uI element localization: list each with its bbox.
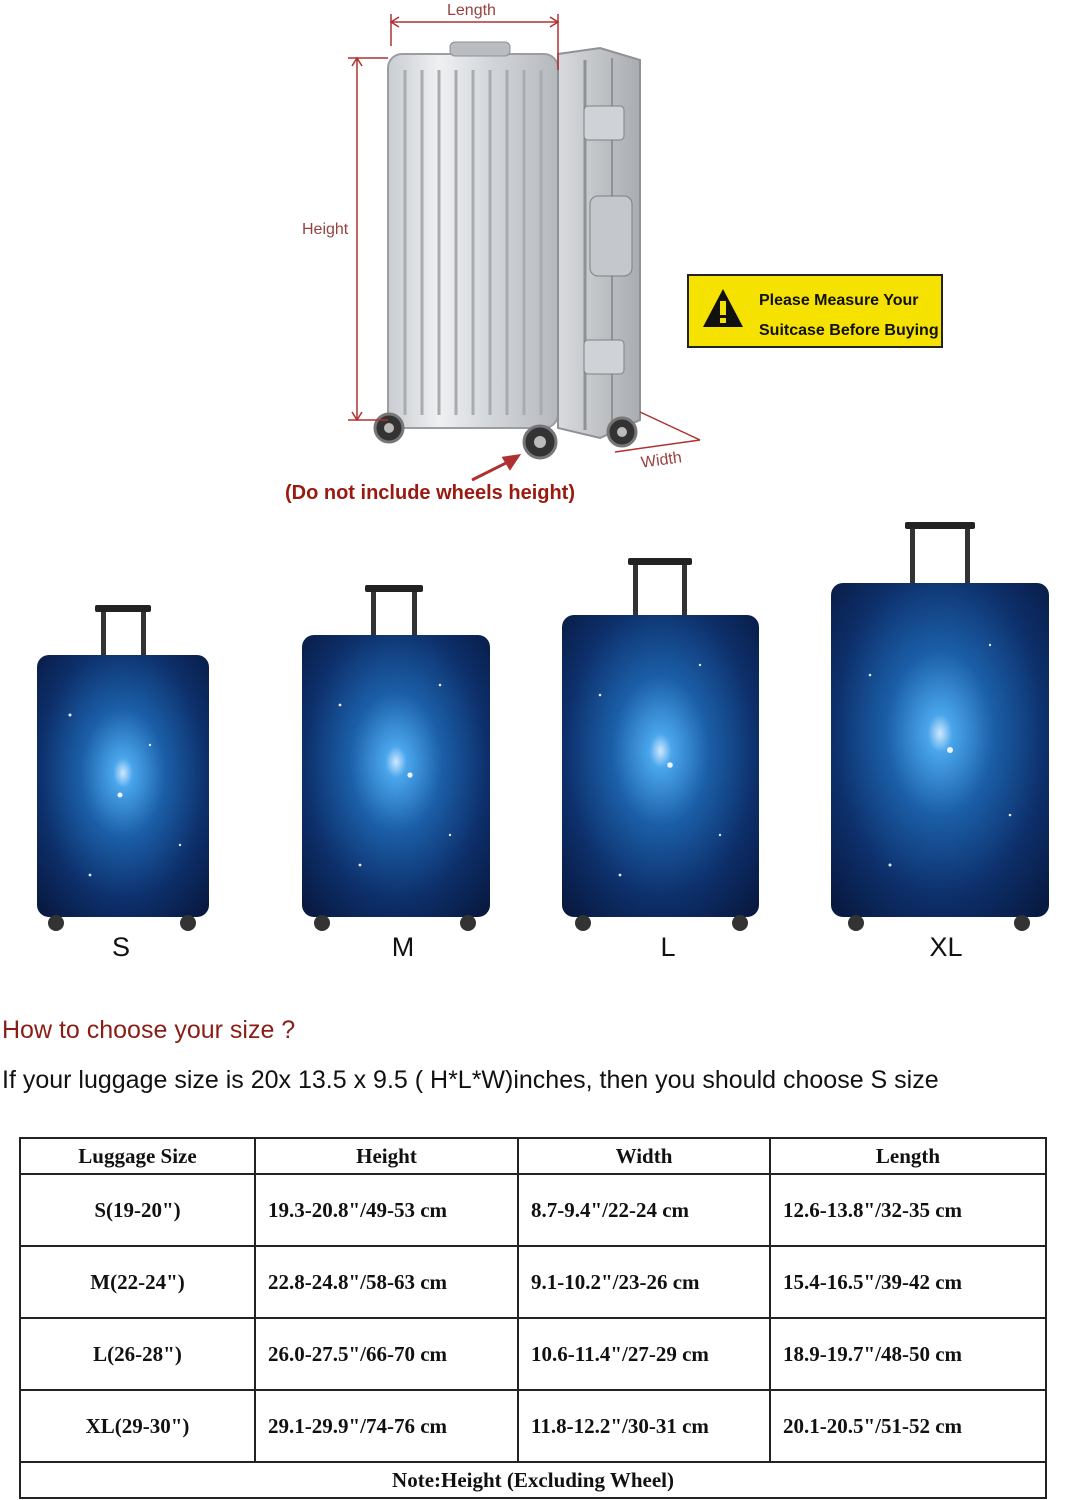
header-luggage-size: Luggage Size [20, 1138, 255, 1174]
cell-height: 26.0-27.5"/66-70 cm [255, 1318, 518, 1390]
height-arrow [348, 58, 388, 420]
cell-length: 18.9-19.7"/48-50 cm [770, 1318, 1046, 1390]
warning-text [759, 286, 939, 346]
size-guide-heading: How to choose your size ? [2, 1016, 296, 1044]
table-row [20, 1390, 1046, 1462]
size-label-xl: XL [929, 932, 963, 962]
warning-triangle-icon [701, 286, 745, 330]
cell-length: 12.6-13.8"/32-35 cm [770, 1174, 1046, 1246]
width-label: Width [639, 449, 683, 472]
measure-warning-box [687, 274, 943, 348]
cell-length: 15.4-16.5"/39-42 cm [770, 1246, 1046, 1318]
cell-size: S(19-20") [20, 1174, 255, 1246]
size-guide-example: If your luggage size is 20x 13.5 x 9.5 ( H*L*W)inches, then you should choose S size [2, 1066, 939, 1094]
warning-line-1: Please Measure Your [759, 292, 919, 309]
cover-xl [831, 522, 1049, 931]
table-row [20, 1246, 1046, 1318]
table-row [20, 1174, 1046, 1246]
cell-width: 9.1-10.2"/23-26 cm [518, 1246, 770, 1318]
table-header-row [20, 1138, 1046, 1174]
cell-height: 22.8-24.8"/58-63 cm [255, 1246, 518, 1318]
size-label-s: S [111, 932, 130, 962]
wheel-note-arrow [472, 456, 518, 480]
wheel-note: (Do not include wheels height) [285, 482, 575, 504]
size-label-m: M [391, 932, 415, 962]
header-width: Width [518, 1138, 770, 1174]
size-label-l: L [660, 932, 676, 962]
cell-size: XL(29-30") [20, 1390, 255, 1462]
header-height: Height [255, 1138, 518, 1174]
cell-length: 20.1-20.5"/51-52 cm [770, 1390, 1046, 1462]
silver-suitcase-diagram [0, 0, 1071, 520]
table-note: Note:Height (Excluding Wheel) [20, 1462, 1046, 1498]
table-row [20, 1318, 1046, 1390]
luggage-covers [0, 515, 1071, 940]
height-label: Height [302, 221, 349, 238]
cell-size: L(26-28") [20, 1318, 255, 1390]
cover-m [302, 585, 490, 931]
cover-l [562, 558, 759, 931]
cell-width: 10.6-11.4"/27-29 cm [518, 1318, 770, 1390]
cell-size: M(22-24") [20, 1246, 255, 1318]
length-label: Length [447, 2, 496, 19]
warning-line-2: Suitcase Before Buying [759, 322, 939, 339]
cell-width: 8.7-9.4"/22-24 cm [518, 1174, 770, 1246]
cover-s [37, 605, 209, 931]
header-length: Length [770, 1138, 1046, 1174]
size-table [19, 1137, 1047, 1499]
cell-height: 29.1-29.9"/74-76 cm [255, 1390, 518, 1462]
cell-height: 19.3-20.8"/49-53 cm [255, 1174, 518, 1246]
cell-width: 11.8-12.2"/30-31 cm [518, 1390, 770, 1462]
table-note-row [20, 1462, 1046, 1498]
